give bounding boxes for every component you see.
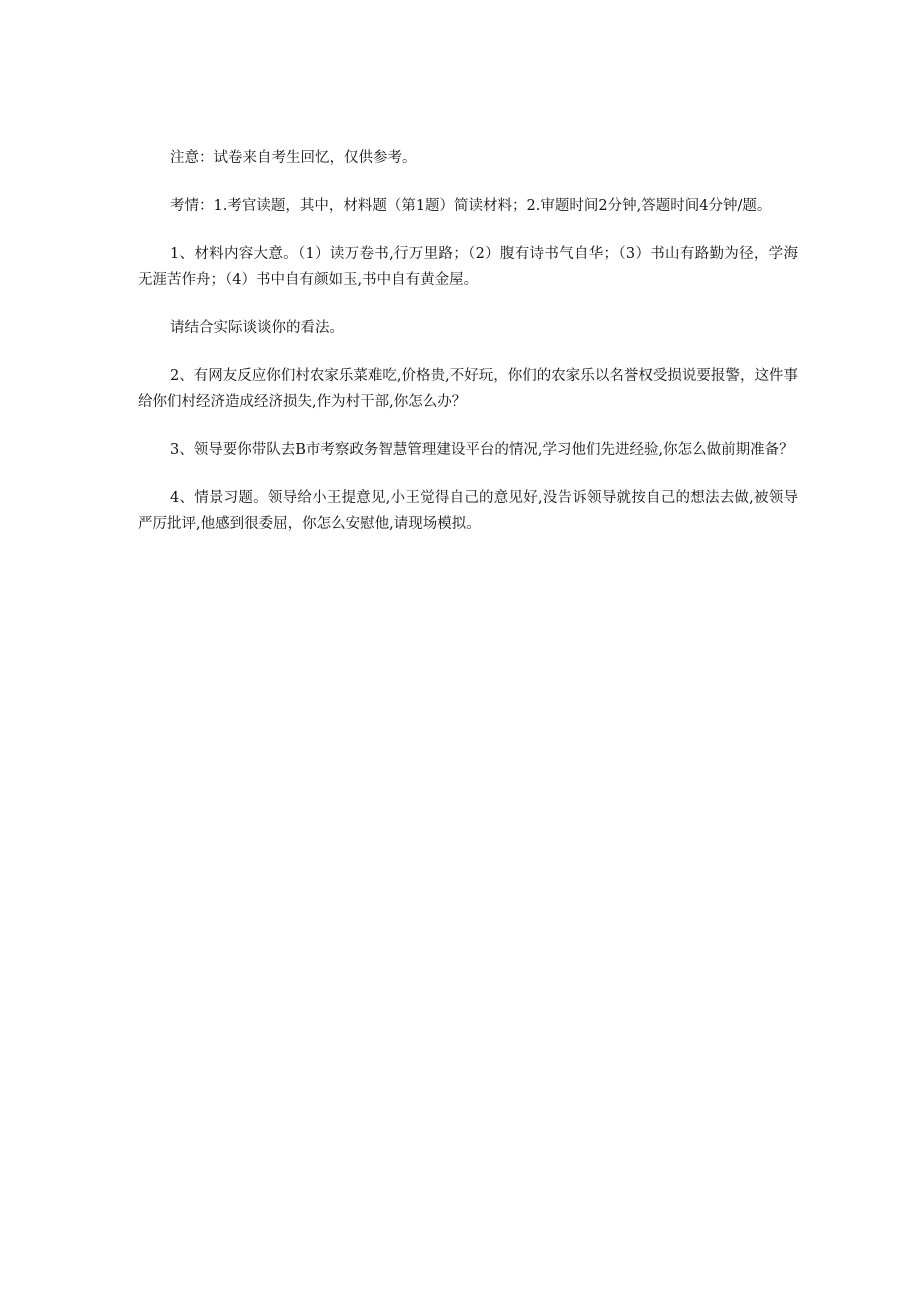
question-1-prompt: 请结合实际谈谈你的看法。 [170, 320, 344, 336]
question-4-paragraph: 4、情景习题。领导给小王提意见,小王觉得自己的意见好,没告诉领导就按自己的想法去做,被领导严厉批评,他感到很委屈，你怎么安慰他,请现场模拟。 [138, 490, 798, 532]
notice-paragraph: 注意：试卷来自考生回忆，仅供参考。 [170, 150, 417, 166]
question-1-paragraph: 1、材料内容大意。（1）读万卷书,行万里路；（2）腹有诗书气自华；（3）书山有路勤为径，学海无涯苦作舟；（4）书中自有颜如玉,书中自有黄金屋。 [138, 246, 798, 288]
question-2-paragraph: 2、有网友反应你们村农家乐菜难吃,价格贵,不好玩，你们的农家乐以名誉权受损说要报警，这件事给你们村经济造成经济损失,作为村干部,你怎么办？ [138, 368, 798, 410]
exam-info-paragraph: 考情：1.考官读题，其中，材料题（第1题）简读材料；2.审题时间2分钟,答题时间4分钟/题。 [170, 198, 772, 214]
document-body [138, 145, 798, 559]
question-3-paragraph: 3、领导要你带队去B市考察政务智慧管理建设平台的情况,学习他们先进经验,你怎么做前期准备？ [170, 442, 794, 458]
